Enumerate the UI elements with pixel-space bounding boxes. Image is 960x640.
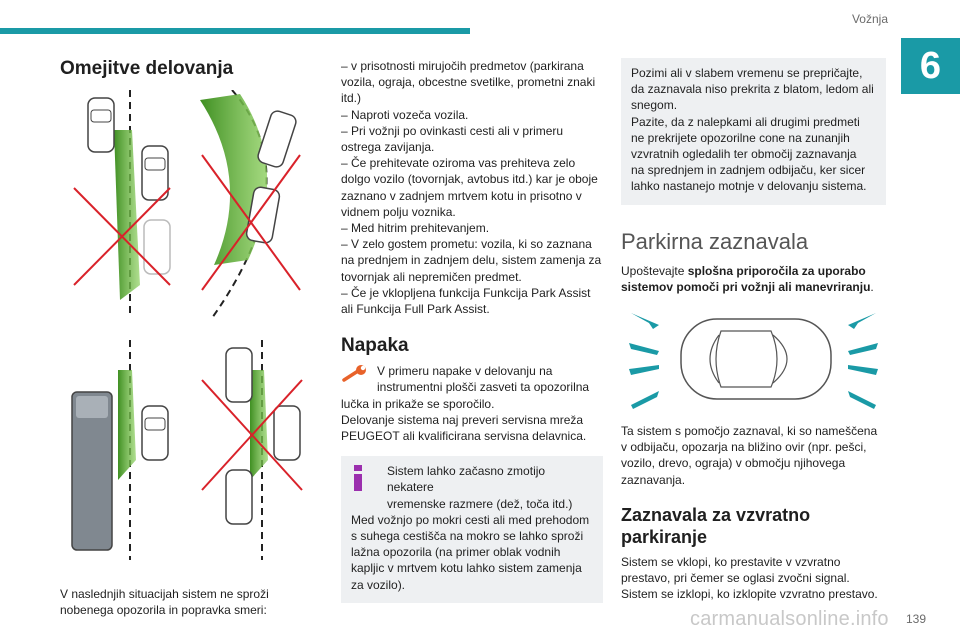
rear-sensors-title-line: parkiranje (621, 526, 708, 547)
intro-bold: sistemov pomoči pri vožnji ali manevriranju (621, 279, 871, 294)
figure-dense-traffic (192, 340, 310, 560)
list-line: – V zelo gostem prometu: vozila, ki so zaznana (341, 237, 592, 252)
fault-warning (341, 363, 603, 395)
watermark: carmanualsonline.info (690, 608, 889, 630)
rear-line: Sistem se vklopi, ko prestavite v vzvratno (621, 554, 841, 569)
info-line: Sistem lahko začasno zmotijo nekatere (387, 464, 546, 495)
car-icon (274, 406, 300, 460)
truck-icon (72, 392, 112, 550)
column-1 (60, 58, 310, 618)
note-line: lahko nastanejo motnje v delovanju sistema. (631, 179, 867, 194)
intro-bold: splošna priporočila za uporabo (687, 263, 866, 278)
desc-line: Ta sistem s pomočjo zaznaval, ki so nameščena (621, 424, 878, 439)
rear-sensors-text (621, 554, 886, 603)
car-icon (226, 470, 252, 524)
desc-line: zaznavanja. (621, 472, 686, 487)
list-line: – Če je vklopljena funkcija Funkcija Park Assist (341, 285, 591, 300)
info-line: lažna opozorila (na primer oblak vodnih (351, 545, 561, 560)
section-name: Vožnja (851, 12, 888, 26)
info-line: za vozilo). (351, 577, 406, 592)
info-box-header (351, 463, 593, 512)
list-line: na prednjem in zadnjem delu, sistem zamenja za (341, 253, 602, 268)
note-line: Pozimi ali v slabem vremenu se prepričajte, (631, 66, 863, 80)
info-box (341, 456, 603, 603)
rear-line: prestavo, pri čemer se oglasi zvočni signal. (621, 571, 850, 586)
rear-line: Sistem se izklopi, ko izklopite vzvratno prestavo. (621, 587, 878, 602)
list-line: ostrega zavijanja. (341, 140, 435, 155)
list-line: vozila, ograja, obcestne svetilke, prometni znaki (341, 75, 596, 90)
info-line: s suhega cestišča na mokro se lahko sproži (351, 529, 584, 544)
list-line: – Pri vožnji po ovinkasti cesti ali v primeru (341, 123, 564, 138)
list-line: dolgo vozilo (tovornjak, avtobus itd.) kar je oboje (341, 172, 598, 187)
note-line: na sprednjem in zadnjem odbijaču, ker sicer (631, 163, 866, 178)
list-line: – Če prehitevate oziroma vas prehiteva zelo (341, 156, 576, 171)
column-3 (621, 58, 886, 602)
caption-line: V naslednjih situacijah sistem ne sproži (60, 587, 269, 601)
intro-line-2 (621, 279, 886, 295)
rear-sensors-title (621, 504, 886, 548)
chapter-number: 6 (901, 38, 960, 94)
figure-long-vehicle (60, 340, 178, 560)
note-line: snegom. (631, 98, 678, 113)
car-icon (88, 98, 114, 152)
car-icon (256, 109, 297, 168)
wrench-warning-icon (341, 363, 371, 395)
fault-title: Napaka (341, 335, 409, 357)
limitations-figures (60, 90, 310, 560)
top-accent-bar (0, 28, 470, 34)
info-line: kapljic v mrtvem kotu lahko sistem zamenja (351, 561, 582, 576)
parking-intro (621, 263, 886, 295)
desc-line: v odbijaču, opozarja na bližino ovir (npr. pešci, (621, 440, 867, 455)
column-2 (341, 58, 603, 603)
figure-curved-road (192, 90, 310, 318)
fault-text (341, 396, 603, 445)
list-line: – v prisotnosti mirujočih predmetov (parkirana (341, 59, 584, 73)
desc-line: vozilo, drevo, ograja) v območju njihovega (621, 456, 846, 471)
note-line: Pazite, da z nalepkami ali drugimi predmeti (631, 114, 860, 129)
limitations-list (341, 58, 603, 317)
fault-line: Delovanje sistema naj preveri servisna mreža (341, 412, 584, 427)
rear-sensors-title-line: Zaznavala za vzvratno (621, 504, 811, 525)
intro-line-1 (621, 263, 886, 279)
fault-line: lučka in prikaže se sporočilo. (341, 396, 495, 411)
limitations-caption (60, 586, 310, 618)
winter-note-box (621, 58, 886, 205)
parking-sensors-title: Parkirna zaznavala (621, 228, 809, 254)
figure-parked-vehicles (60, 90, 178, 318)
info-line: vremenske razmere (dež, toča itd.) (387, 496, 573, 511)
figure-parking-sensors (621, 305, 886, 415)
list-line: zaznano v zadnjem mrtvem kotu in prisotno v (341, 188, 582, 203)
list-line: tovornjak ali nepremičen predmet. (341, 269, 522, 284)
limitations-title: Omejitve delovanja (60, 58, 234, 79)
car-icon (144, 220, 170, 274)
note-line: vzvratnih ogledalih ter območij zaznavanja (631, 147, 857, 162)
car-icon (142, 406, 168, 460)
car-icon (142, 146, 168, 200)
list-line: vidnem polju voznika. (341, 204, 456, 219)
caption-line: nobenega opozorila in popravka smeri: (60, 603, 267, 618)
list-line: – Med hitrim prehitevanjem. (341, 221, 490, 236)
list-line: ali Funkcija Full Park Assist. (341, 302, 490, 317)
info-line: Med vožnjo po mokri cesti ali med prehodom (351, 512, 590, 527)
car-top-icon (681, 319, 831, 399)
info-icon (351, 463, 381, 512)
note-line: da zaznavala niso prekrita z blatom, ledom ali (631, 82, 874, 97)
list-line: itd.) (341, 91, 362, 106)
list-line: – Naproti vozeča vozila. (341, 107, 469, 122)
fault-line: PEUGEOT ali kvalificirana servisna delavnica. (341, 429, 587, 444)
fault-line: V primeru napake v delovanju na (377, 364, 553, 379)
parking-description (621, 423, 886, 488)
intro-prefix: Upoštevajte (621, 263, 688, 278)
note-line: ne prekrijete opozorilne cone na zunanjih (631, 130, 850, 145)
fault-line: instrumentni plošči zasveti ta opozorilna (377, 380, 590, 395)
intro-suffix: . (870, 279, 874, 294)
car-icon (226, 348, 252, 402)
page-number: 139 (905, 612, 926, 626)
